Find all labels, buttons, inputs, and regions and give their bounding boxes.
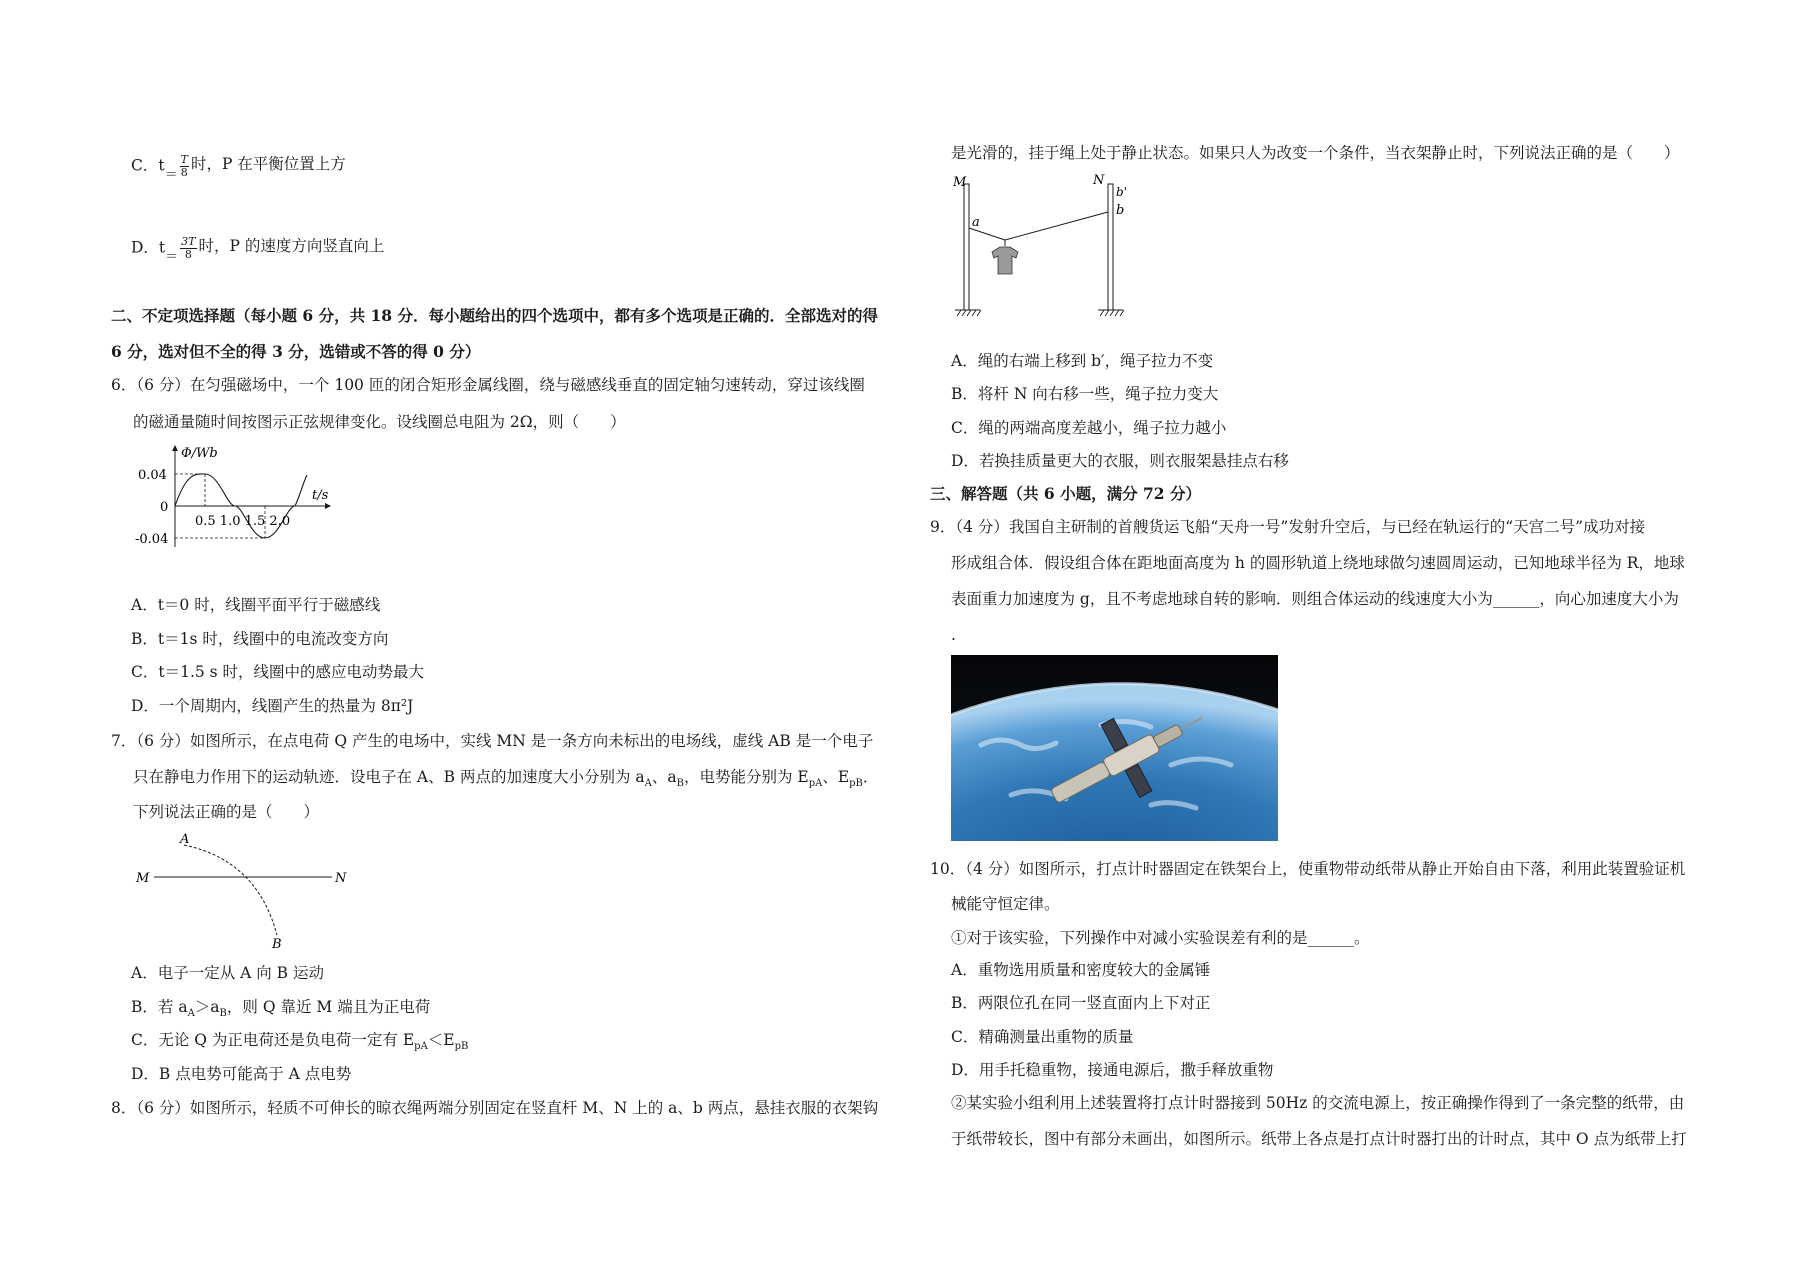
q10-option-b: B．两限位孔在同一竖直面内上下对正 [951, 994, 1211, 1012]
graph-y-arrow [172, 445, 178, 451]
q7-option-d: D．B 点电势可能高于 A 点电势 [131, 1065, 352, 1083]
subscript: A [187, 1008, 195, 1020]
question-7-line-3: 下列说法正确的是（ ） [133, 803, 320, 821]
equals-sign: ＝ [164, 167, 178, 183]
q7-option-c [131, 1030, 468, 1057]
section-2-heading-line-2: 6 分，选对但不全的得 3 分，选错或不答的得 0 分） [111, 342, 481, 361]
space-station-photo [951, 655, 1278, 841]
q6-option-c: C．t＝1.5 s 时，线圈中的感应电动势最大 [131, 663, 425, 681]
q8-option-c: C．绳的两端高度差越小，绳子拉力越小 [951, 419, 1227, 437]
question-8-line-2: 是光滑的，挂于绳上处于静止状态。如果只人为改变一个条件，当衣架静止时，下列说法正确的是（ ） [951, 144, 1680, 162]
clothesline-figure [950, 172, 1140, 322]
q7-text-part: 、E [822, 768, 850, 786]
q6-option-a: A．t＝0 时，线圈平面平行于磁感线 [131, 596, 381, 614]
hanging-shirt [992, 247, 1018, 274]
question-8-line-1: 8．（6 分）如图所示，轻质不可伸长的晾衣绳两端分别固定在竖直杆 M、N 上的 a、b 两点，悬挂衣服的衣架钩 [111, 1099, 879, 1117]
trajectory-ab [184, 845, 277, 935]
question-7-line-2 [133, 767, 878, 794]
graph-tick-pos: 0.04 [138, 468, 167, 483]
option-d-q5 [131, 236, 384, 268]
graph-x-arrow [325, 503, 331, 509]
field-line-figure [132, 830, 352, 950]
q7-optb-part: ，则 Q 靠近 M 端且为正电荷 [226, 998, 431, 1016]
label-M: M [136, 871, 150, 886]
graph-x-label: t/s [312, 488, 329, 503]
equals-sign: ＝ [165, 249, 179, 265]
fraction-numerator: T [180, 153, 188, 166]
ground-hatch-n [1100, 310, 1124, 316]
question-10-part-1: ①对于该实验，下列操作中对减小实验误差有利的是______。 [951, 929, 1370, 947]
pole-n [1108, 184, 1113, 310]
graph-y-label: Φ/Wb [181, 446, 218, 461]
option-label: C．t [131, 156, 165, 175]
q7-optc-part: C．无论 Q 为正电荷还是负电荷一定有 E [131, 1031, 415, 1049]
label-N: N [335, 871, 347, 886]
fraction-denominator: 8 [180, 166, 188, 179]
question-7-line-1: 7．（6 分）如图所示，在点电荷 Q 产生的电场中，实线 MN 是一条方向未标出的电场线，虚线 AB 是一个电子 [111, 732, 874, 750]
q8-option-d: D．若换挂质量更大的衣服，则衣服架悬挂点右移 [951, 452, 1289, 470]
question-9-line-2: 形成组合体．假设组合体在距地面高度为 h 的圆形轨道上绕地球做匀速圆周运动，已知地球半径为 R，地球 [951, 554, 1685, 572]
q7-text-part: 、a [651, 768, 677, 786]
subscript: pB [454, 1041, 469, 1053]
label-A: A [180, 832, 190, 847]
question-9-line-1: 9．（4 分）我国自主研制的首艘货运飞船“天舟一号”发射升空后，与已经在轨运行的“天宫二号”成功对接 [930, 518, 1646, 536]
section-3-heading: 三、解答题（共 6 小题，满分 72 分） [930, 484, 1201, 503]
subscript: B [676, 778, 684, 790]
q6-option-b: B．t＝1s 时，线圈中的电流改变方向 [131, 630, 389, 648]
q7-text-part: ． [862, 768, 879, 786]
graph-x-ticks: 0.5 1.0 1.5 2.0 [195, 514, 291, 529]
pole-m [964, 184, 969, 310]
q6-option-d: D．一个周期内，线圈产生的热量为 8π²J [131, 697, 414, 715]
ground-hatch-m [957, 310, 981, 316]
question-10-part-2-line-1: ②某实验小组利用上述装置将打点计时器接到 50Hz 的交流电源上，按正确操作得到了一条完整的纸带，由 [951, 1094, 1685, 1112]
option-text: 时，P 的速度方向竖直向上 [198, 237, 385, 255]
q7-optb-part: B．若 a [131, 998, 188, 1016]
fraction-denominator: 8 [184, 248, 192, 261]
subscript: pA [808, 778, 823, 790]
q8-option-a: A．绳的右端上移到 b′，绳子拉力不变 [951, 352, 1214, 370]
q8-option-b: B．将杆 N 向右移一些，绳子拉力变大 [951, 385, 1219, 403]
q7-option-a: A．电子一定从 A 向 B 运动 [131, 964, 324, 982]
question-10-line-2: 械能守恒定律。 [951, 895, 1060, 913]
question-6-line-1: 6．（6 分）在匀强磁场中，一个 100 匝的闭合矩形金属线圈，绕与磁感线垂直的固定轴匀速转动，穿过该线圈 [111, 376, 865, 394]
fraction-t-over-8 [180, 154, 189, 179]
subscript: pB [849, 778, 863, 790]
fraction-3t-over-8 [180, 236, 196, 261]
question-10-line-1: 10．（4 分）如图所示，打点计时器固定在铁架台上，使重物带动纸带从静止开始自由下落，利用此装置验证机 [930, 860, 1686, 878]
question-9-line-3: 表面重力加速度为 g，且不考虑地球自转的影响．则组合体运动的线速度大小为______，向心加速度大小为 [951, 590, 1679, 608]
subscript: A [644, 778, 652, 790]
flux-time-graph [135, 443, 335, 553]
q7-text-part: ，电势能分别为 E [683, 768, 809, 786]
graph-tick-neg: -0.04 [135, 532, 169, 547]
label-B: B [272, 937, 282, 950]
graph-tick-zero: 0 [160, 500, 169, 515]
rope-right [1005, 212, 1108, 240]
q7-option-b [131, 997, 430, 1024]
label-bp-fig8: b' [1116, 185, 1127, 199]
question-10-part-2-line-2: 于纸带较长，图中有部分未画出，如图所示。纸带上各点是打点计时器打出的计时点，其中 O 点为纸带上打 [951, 1130, 1687, 1148]
q7-optb-part: ＞a [194, 998, 220, 1016]
q10-option-a: A．重物选用质量和密度较大的金属锤 [951, 961, 1211, 979]
option-c-q5 [131, 154, 346, 186]
question-9-line-4: . [951, 626, 956, 644]
q10-option-c: C．精确测量出重物的质量 [951, 1028, 1134, 1046]
label-M-fig8: M [953, 175, 967, 190]
label-N-fig8: N [1093, 173, 1105, 188]
option-text: 时，P 在平衡位置上方 [190, 155, 346, 173]
subscript: pA [414, 1041, 428, 1053]
label-a-fig8: a [972, 215, 980, 230]
question-6-line-2: 的磁通量随时间按图示正弦规律变化。设线圈总电阻为 2Ω，则（ ） [133, 413, 626, 431]
q10-option-d: D．用手托稳重物，接通电源后，撒手释放重物 [951, 1061, 1274, 1079]
label-b-fig8: b [1116, 203, 1125, 218]
q7-text-part: 只在静电力作用下的运动轨迹．设电子在 A、B 两点的加速度大小分别为 a [133, 768, 645, 786]
q7-optc-part: ＜E [427, 1031, 455, 1049]
section-2-heading-line-1: 二、不定项选择题（每小题 6 分，共 18 分．每小题给出的四个选项中，都有多个选项是正确的．全部选对的得 [111, 306, 878, 325]
fraction-numerator: 3T [181, 235, 196, 248]
option-label: D．t [131, 238, 166, 257]
subscript: B [219, 1008, 227, 1020]
